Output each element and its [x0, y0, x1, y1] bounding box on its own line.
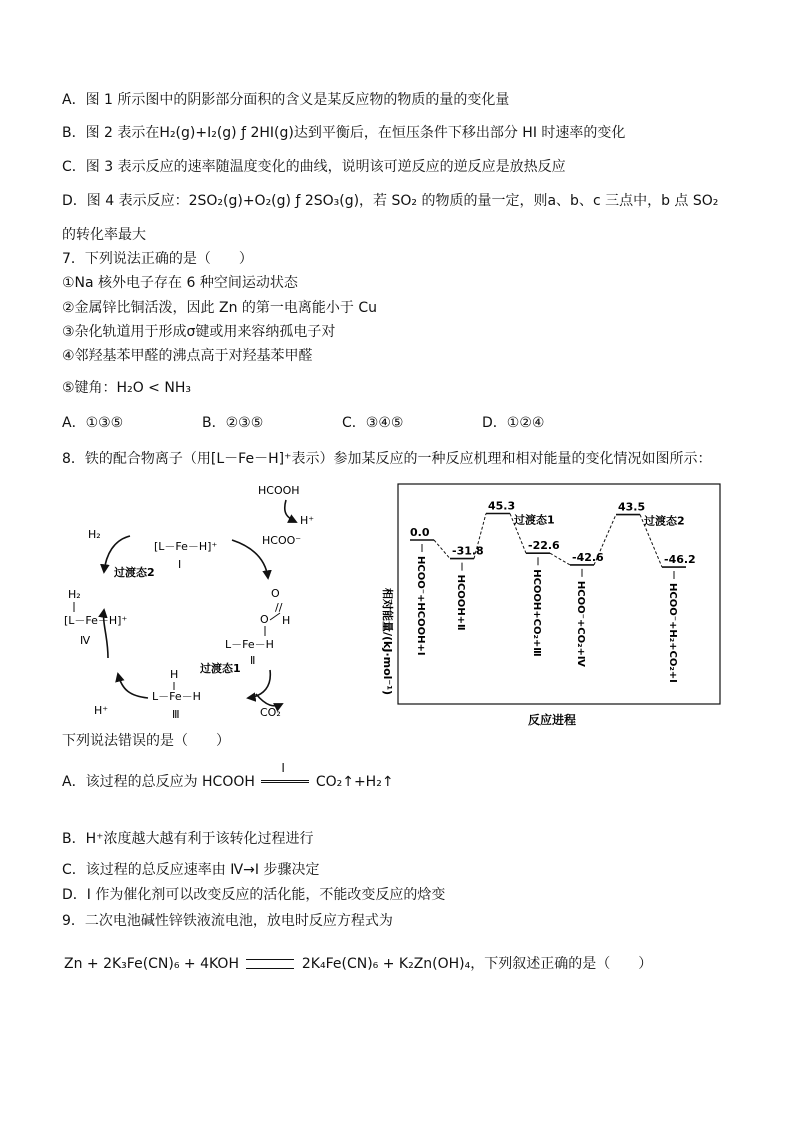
- value-label-2: 45.3: [488, 499, 516, 513]
- connector-3: [550, 553, 570, 565]
- species-label-2: 过渡态1: [514, 513, 555, 527]
- value-label-0: 0.0: [410, 526, 430, 539]
- q8-option-a-prefix: A．该过程的总反应为 HCOOH: [62, 774, 255, 790]
- q9-eq-left: Zn + 2K₃Fe(CN)₆ + 4KOH: [64, 956, 239, 972]
- x-axis-label: 反应进程: [528, 713, 577, 727]
- option-b: B．图 2 表示在H₂(g)+I₂(g) ƒ 2HI(g)达到平衡后，在恒压条件下移出部分 HI 时速率的变化: [62, 125, 626, 141]
- catalyst-label: I: [281, 761, 285, 775]
- iii-h: H: [170, 668, 179, 681]
- q8-option-c: C．该过程的总反应速率由 Ⅳ→Ⅰ 步骤决定: [62, 862, 320, 878]
- co2-label: CO₂: [260, 706, 281, 719]
- q9-eq-sign: [246, 959, 294, 969]
- species-label-4: HCOO⁻+CO₂+Ⅳ: [575, 580, 586, 667]
- h2-label: H₂: [88, 528, 101, 541]
- ii-o2-label: O: [260, 613, 269, 626]
- iv-h2: H₂: [68, 588, 81, 601]
- value-label-3: -22.6: [528, 539, 560, 553]
- energy-profile-chart: [372, 478, 726, 730]
- value-label-1: -31.8: [452, 544, 484, 558]
- ts1-label: 过渡态1: [200, 662, 241, 675]
- y-axis-label: 相对能量/(kJ·mol⁻¹): [381, 588, 394, 696]
- option-d-cont: 的转化率最大: [62, 227, 146, 243]
- hplus-in-label: H⁺: [94, 704, 109, 717]
- q8-option-a: [62, 761, 394, 792]
- value-label-4: -42.6: [572, 550, 604, 564]
- species-label-0: HCOO⁻+HCOOH+Ⅰ: [415, 556, 426, 656]
- double-line: [261, 780, 309, 783]
- hplus-out-label: H⁺: [300, 514, 315, 527]
- q7-stem: 7．下列说法正确的是（ ）: [62, 251, 253, 267]
- option-a: A．图 1 所示图中的阴影部分面积的含义是某反应物的物质的量的变化量: [62, 92, 510, 108]
- ii-formula: L－Fe－H: [225, 638, 274, 651]
- co2-out-arrow: [256, 694, 282, 706]
- q7-statement-4: ④邻羟基苯甲醛的沸点高于对羟基苯甲醛: [62, 348, 313, 364]
- q9-equation: [64, 954, 652, 974]
- q9-eq-right: 2K₄Fe(CN)₆ + K₂Zn(OH)₄，下列叙述正确的是（ ）: [301, 956, 653, 972]
- q7-option-b: B．②③⑤: [202, 415, 264, 431]
- q7-statement-5: ⑤键角：H₂O < NH₃: [62, 380, 191, 396]
- q7-statement-1: ①Na 核外电子存在 6 种空间运动状态: [62, 275, 298, 291]
- iii-formula: L－Fe－H: [152, 690, 201, 703]
- ii-h-label: H: [282, 614, 291, 627]
- ii-o-label: O: [271, 587, 280, 600]
- q7-statement-2: ②金属锌比铜活泼，因此 Zn 的第一电离能小于 Cu: [62, 300, 378, 316]
- hcooh-label: HCOOH: [258, 484, 300, 497]
- ii-oh-bond: //: [275, 601, 283, 614]
- q8-option-d: D．Ⅰ 作为催化剂可以改变反应的活化能，不能改变反应的焓变: [62, 887, 446, 903]
- q7-option-a: A．①③⑤: [62, 415, 124, 431]
- option-d: D．图 4 表示反应：2SO₂(g)+O₂(g) ƒ 2SO₃(g)，若 SO₂ 的物质的量一定，则a、b、c 三点中，b 点 SO₂: [62, 193, 719, 209]
- species-label-1: HCOOH+Ⅱ: [455, 574, 466, 631]
- q8-substem: 下列说法错误的是（ ）: [62, 733, 230, 749]
- hcoo-label: HCOO⁻: [262, 534, 302, 547]
- q7-option-c: C．③④⑤: [342, 415, 404, 431]
- option-c: C．图 3 表示反应的速率随温度变化的曲线，说明该可逆反应的逆反应是放热反应: [62, 159, 566, 175]
- iv-formula: [L－Fe－H]⁺: [64, 614, 128, 627]
- q7-options: [62, 412, 742, 432]
- ts2-label: 过渡态2: [114, 566, 155, 579]
- q7-statement-3: ③杂化轨道用于形成σ键或用来容纳孤电子对: [62, 324, 336, 340]
- iii-to-iv-arrow: [118, 674, 148, 698]
- q9-stem: 9．二次电池碱性锌铁液流电池，放电时反应方程式为: [62, 913, 393, 929]
- connector-0: [434, 540, 450, 559]
- value-label-6: -46.2: [664, 553, 696, 567]
- q8-option-b: B．H⁺浓度越大越有利于该转化过程进行: [62, 831, 314, 847]
- q8-stem: 8．铁的配合物离子（用[L－Fe－H]⁺表示）参加某反应的一种反应机理和相对能量的变化情况如图所示：: [62, 451, 712, 467]
- catalytic-cycle-diagram: [60, 478, 360, 722]
- species-label-6: HCOO⁻+H₂+CO₂+Ⅰ: [667, 583, 678, 683]
- species-label-3: HCOOH+CO₂+Ⅲ: [531, 569, 542, 657]
- value-label-5: 43.5: [618, 500, 646, 514]
- q7-option-d: D．①②④: [482, 415, 545, 431]
- iv-label: Ⅳ: [80, 634, 91, 647]
- reaction-arrow: [259, 761, 311, 792]
- ii-to-iii-arrow: [248, 670, 270, 698]
- q8-option-a-suffix: CO₂↑+H₂↑: [315, 774, 394, 790]
- iii-label: Ⅲ: [172, 708, 180, 721]
- i-formula: [L－Fe－H]⁺: [154, 540, 218, 553]
- i-label: Ⅰ: [178, 558, 182, 571]
- hcooh-in-arrow: [285, 500, 296, 522]
- ii-label: Ⅱ: [250, 654, 256, 667]
- species-label-5: 过渡态2: [644, 514, 685, 528]
